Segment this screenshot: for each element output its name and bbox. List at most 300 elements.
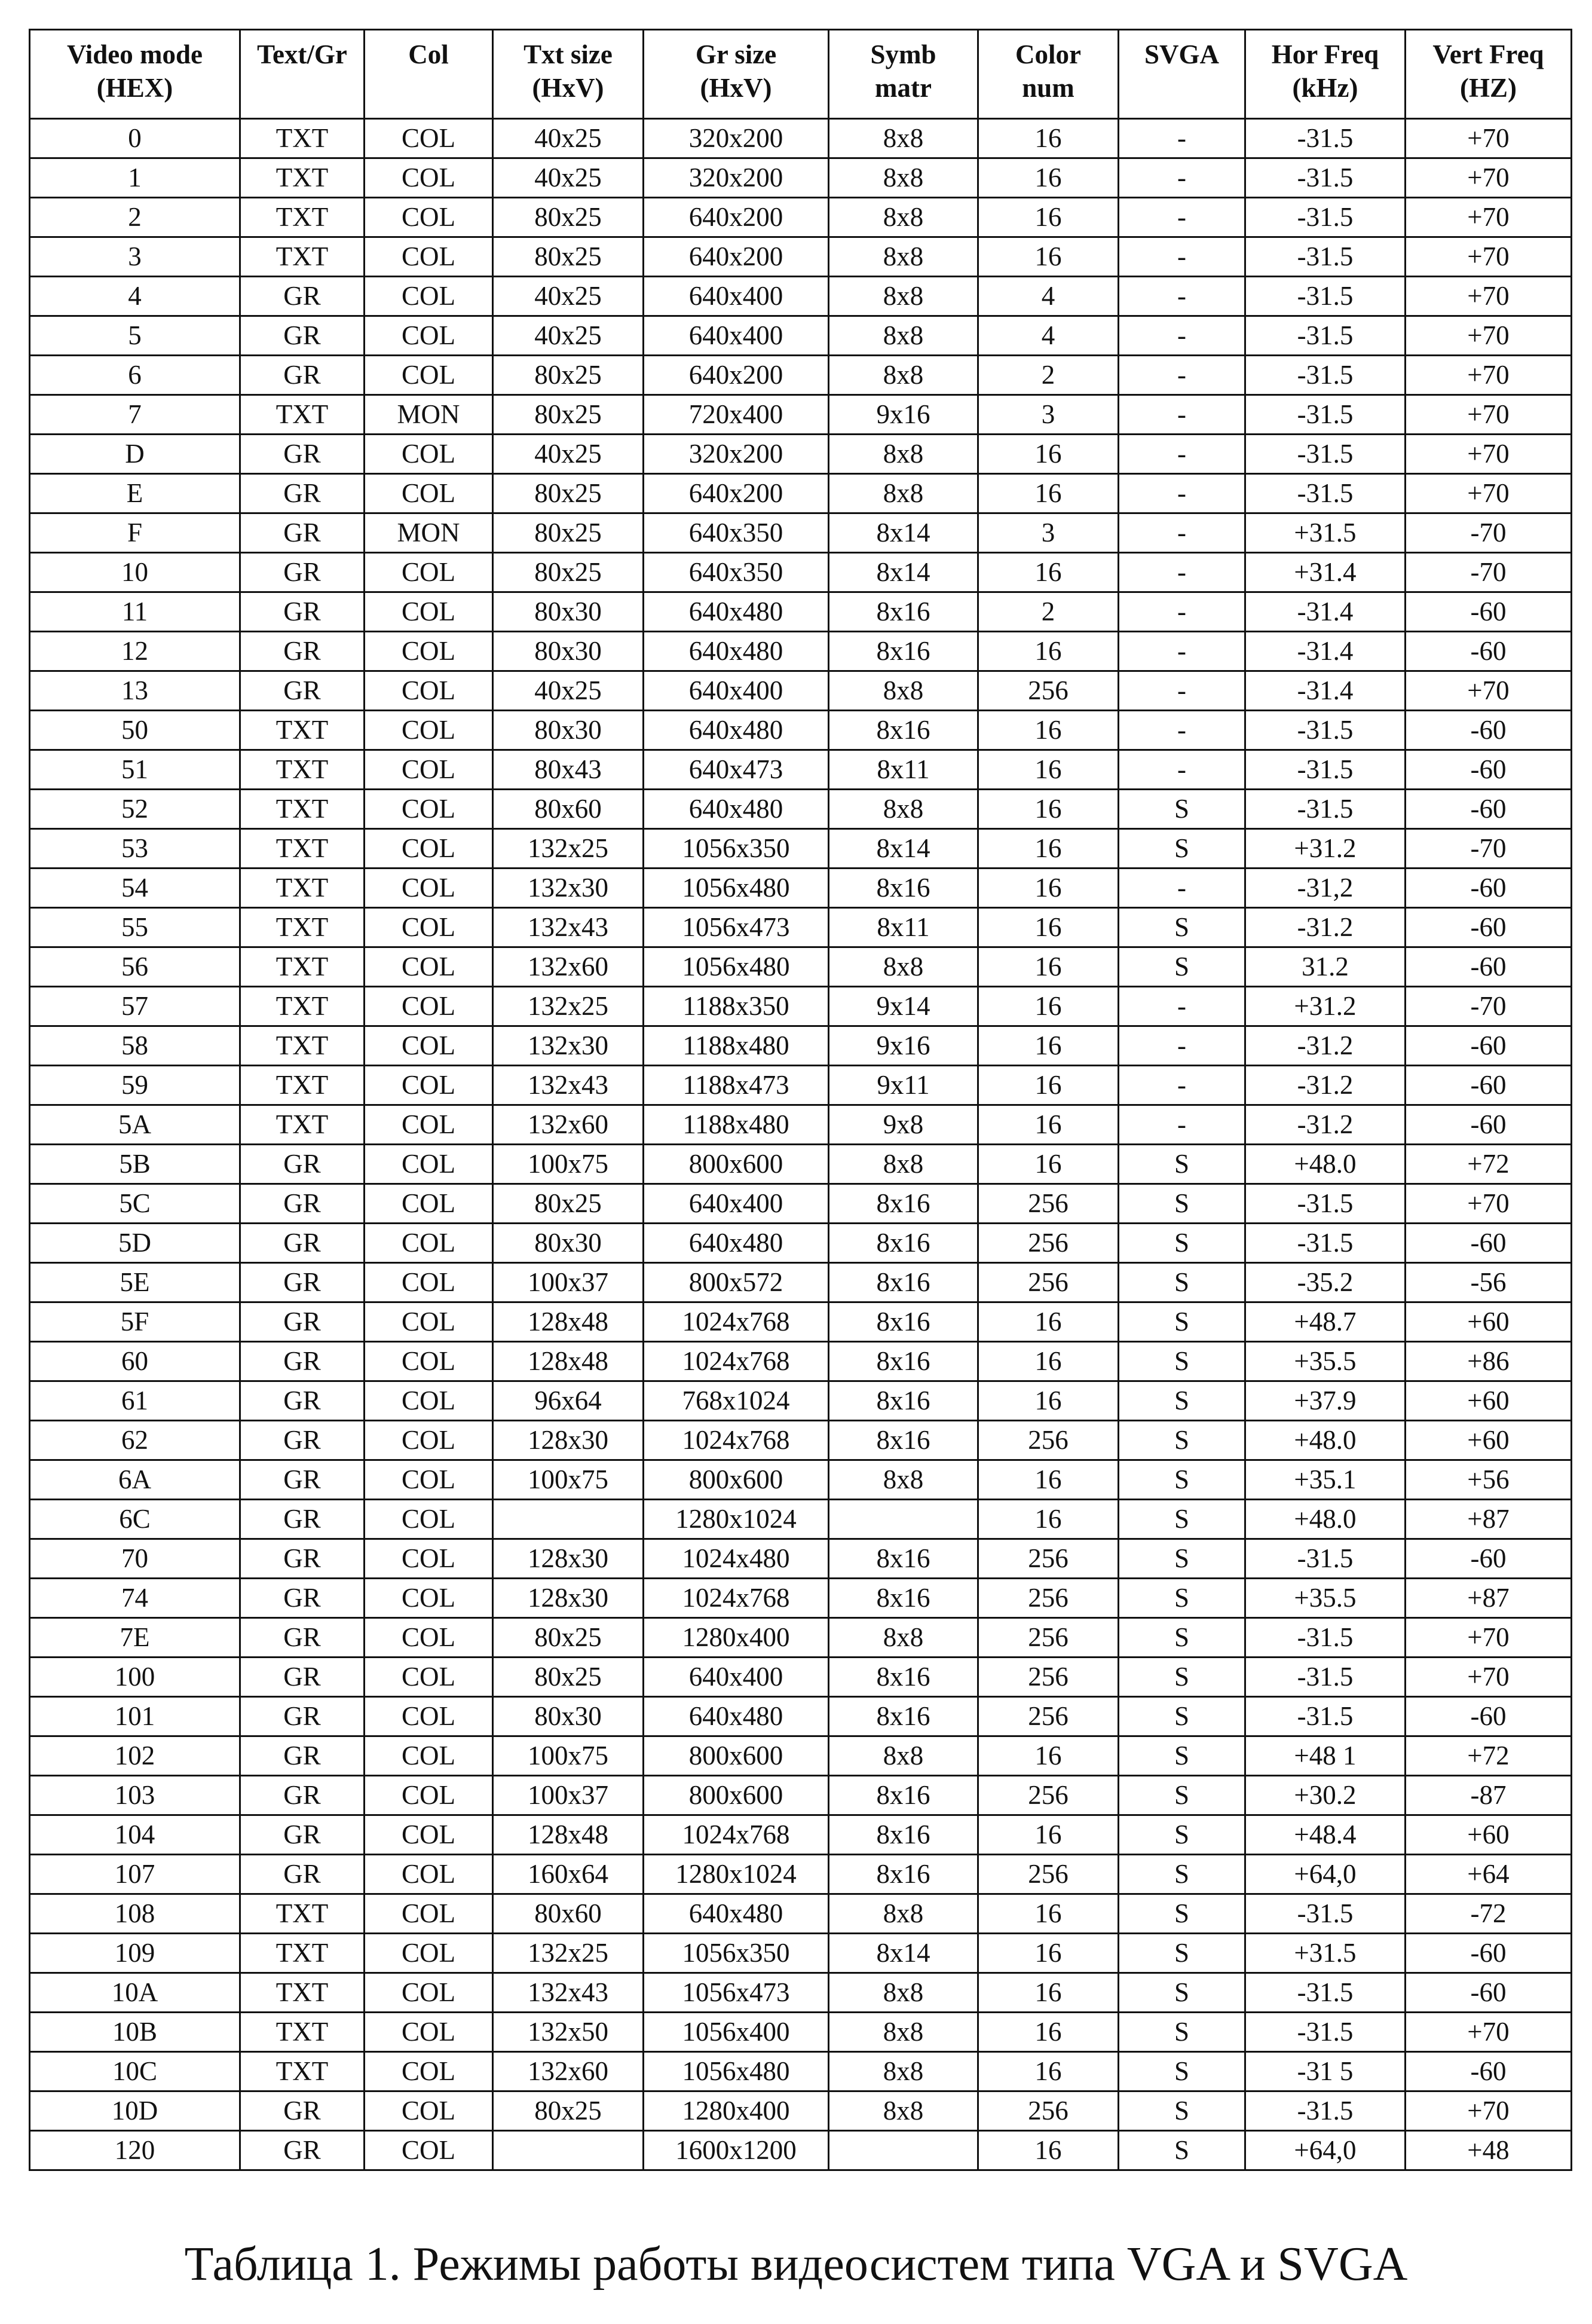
cell-txt-size: 80x25 (493, 513, 644, 553)
cell-gr-size: 640x200 (644, 237, 829, 277)
cell-txt-size: 80x60 (493, 790, 644, 829)
cell-color-num: 4 (978, 316, 1119, 356)
cell-text-gr: TXT (240, 1105, 365, 1145)
table-row (30, 198, 1572, 237)
cell-text-gr: GR (240, 1618, 365, 1658)
cell-gr-size: 800x600 (644, 1736, 829, 1776)
cell-hor-freq: -31,2 (1245, 869, 1406, 908)
cell-color-num: 3 (978, 513, 1119, 553)
cell-txt-size: 100x37 (493, 1263, 644, 1302)
cell-symb-matr: 8x16 (829, 1855, 978, 1894)
cell-vert-freq: -70 (1406, 987, 1572, 1026)
cell-gr-size: 800x600 (644, 1776, 829, 1815)
cell-video-mode: 5F (30, 1302, 240, 1342)
cell-col: COL (365, 2131, 493, 2170)
cell-symb-matr: 8x16 (829, 1263, 978, 1302)
cell-vert-freq: -60 (1406, 1026, 1572, 1066)
cell-svga: S (1119, 2131, 1245, 2170)
cell-gr-size: 1280x400 (644, 2091, 829, 2131)
cell-svga: - (1119, 987, 1245, 1026)
cell-vert-freq: -56 (1406, 1263, 1572, 1302)
cell-color-num: 16 (978, 711, 1119, 750)
cell-svga: S (1119, 1263, 1245, 1302)
table-row (30, 2013, 1572, 2052)
cell-symb-matr: 8x8 (829, 1736, 978, 1776)
cell-symb-matr: 8x16 (829, 711, 978, 750)
cell-video-mode: 56 (30, 947, 240, 987)
table-row (30, 513, 1572, 553)
cell-color-num: 16 (978, 790, 1119, 829)
cell-text-gr: TXT (240, 987, 365, 1026)
cell-gr-size: 1024x768 (644, 1579, 829, 1618)
cell-txt-size (493, 2131, 644, 2170)
cell-video-mode: 51 (30, 750, 240, 790)
cell-vert-freq: +60 (1406, 1421, 1572, 1460)
cell-vert-freq: -60 (1406, 1066, 1572, 1105)
cell-txt-size: 40x25 (493, 277, 644, 316)
column-header-line: Video mode (66, 39, 203, 69)
cell-color-num: 256 (978, 1579, 1119, 1618)
cell-symb-matr: 8x16 (829, 1342, 978, 1381)
table-row (30, 1224, 1572, 1263)
cell-gr-size: 640x200 (644, 198, 829, 237)
cell-vert-freq: +48 (1406, 2131, 1572, 2170)
cell-svga: S (1119, 1184, 1245, 1224)
cell-symb-matr: 8x8 (829, 2091, 978, 2131)
cell-svga: - (1119, 711, 1245, 750)
cell-txt-size: 128x30 (493, 1421, 644, 1460)
cell-symb-matr: 8x8 (829, 119, 978, 158)
cell-color-num: 16 (978, 553, 1119, 592)
cell-txt-size: 80x30 (493, 711, 644, 750)
video-modes-table (29, 29, 1572, 2171)
cell-video-mode: 53 (30, 829, 240, 869)
cell-col: COL (365, 356, 493, 395)
table-row (30, 869, 1572, 908)
cell-svga: - (1119, 277, 1245, 316)
cell-txt-size: 80x25 (493, 356, 644, 395)
cell-color-num: 16 (978, 632, 1119, 671)
cell-symb-matr: 8x14 (829, 553, 978, 592)
table-row (30, 119, 1572, 158)
table-row (30, 1500, 1572, 1539)
cell-vert-freq: +70 (1406, 2091, 1572, 2131)
cell-video-mode: 5D (30, 1224, 240, 1263)
cell-color-num: 16 (978, 198, 1119, 237)
cell-svga: S (1119, 1224, 1245, 1263)
cell-col: COL (365, 1618, 493, 1658)
cell-color-num: 256 (978, 1855, 1119, 1894)
cell-vert-freq: +70 (1406, 198, 1572, 237)
column-header-line: matr (875, 73, 932, 103)
cell-vert-freq: +70 (1406, 119, 1572, 158)
cell-hor-freq: +48.4 (1245, 1815, 1406, 1855)
cell-vert-freq: +86 (1406, 1342, 1572, 1381)
cell-txt-size: 132x43 (493, 1066, 644, 1105)
cell-hor-freq: +31.4 (1245, 553, 1406, 592)
column-header-text-gr (240, 30, 365, 119)
cell-text-gr: GR (240, 435, 365, 474)
cell-hor-freq: +37.9 (1245, 1381, 1406, 1421)
table-body (30, 119, 1572, 2170)
cell-video-mode: 61 (30, 1381, 240, 1421)
cell-svga: - (1119, 395, 1245, 435)
cell-symb-matr: 8x11 (829, 750, 978, 790)
cell-vert-freq: +70 (1406, 356, 1572, 395)
cell-col: COL (365, 1658, 493, 1697)
cell-col: COL (365, 1894, 493, 1934)
cell-symb-matr: 8x16 (829, 1579, 978, 1618)
table-row (30, 908, 1572, 947)
cell-hor-freq: -31.5 (1245, 237, 1406, 277)
cell-text-gr: GR (240, 1145, 365, 1184)
cell-hor-freq: -31.5 (1245, 1618, 1406, 1658)
cell-svga: S (1119, 1855, 1245, 1894)
cell-col: COL (365, 671, 493, 711)
cell-vert-freq: +70 (1406, 158, 1572, 198)
cell-gr-size: 640x480 (644, 1224, 829, 1263)
cell-symb-matr: 8x8 (829, 1973, 978, 2013)
cell-text-gr: GR (240, 1460, 365, 1500)
cell-col: COL (365, 1381, 493, 1421)
cell-color-num: 16 (978, 1342, 1119, 1381)
cell-txt-size: 80x25 (493, 474, 644, 513)
cell-symb-matr: 9x16 (829, 395, 978, 435)
column-header-line: (kHz) (1292, 73, 1358, 103)
table-row (30, 711, 1572, 750)
column-header-line: Symb (870, 39, 936, 69)
cell-txt-size: 132x43 (493, 1973, 644, 2013)
cell-text-gr: GR (240, 1579, 365, 1618)
cell-txt-size (493, 1500, 644, 1539)
cell-gr-size: 640x400 (644, 1658, 829, 1697)
cell-color-num: 16 (978, 2013, 1119, 2052)
cell-txt-size: 132x60 (493, 947, 644, 987)
table-row (30, 2131, 1572, 2170)
cell-color-num: 256 (978, 1776, 1119, 1815)
cell-hor-freq: -31.5 (1245, 474, 1406, 513)
cell-video-mode: 13 (30, 671, 240, 711)
table-row (30, 435, 1572, 474)
cell-gr-size: 640x400 (644, 671, 829, 711)
column-header-line: (HZ) (1460, 73, 1517, 103)
cell-txt-size: 40x25 (493, 158, 644, 198)
cell-svga: S (1119, 1618, 1245, 1658)
table-row (30, 1421, 1572, 1460)
cell-txt-size: 132x60 (493, 1105, 644, 1145)
column-header-col (365, 30, 493, 119)
cell-txt-size: 132x25 (493, 1934, 644, 1973)
cell-txt-size: 40x25 (493, 316, 644, 356)
cell-gr-size: 1188x473 (644, 1066, 829, 1105)
cell-video-mode: 58 (30, 1026, 240, 1066)
cell-svga: - (1119, 474, 1245, 513)
cell-gr-size: 1056x473 (644, 908, 829, 947)
cell-video-mode: 70 (30, 1539, 240, 1579)
cell-video-mode: 5A (30, 1105, 240, 1145)
cell-symb-matr (829, 2131, 978, 2170)
cell-hor-freq: -31.5 (1245, 119, 1406, 158)
cell-hor-freq: 31.2 (1245, 947, 1406, 987)
cell-txt-size: 80x30 (493, 1224, 644, 1263)
cell-video-mode: 2 (30, 198, 240, 237)
cell-svga: S (1119, 1815, 1245, 1855)
cell-text-gr: GR (240, 513, 365, 553)
cell-color-num: 16 (978, 1026, 1119, 1066)
cell-video-mode: 54 (30, 869, 240, 908)
cell-color-num: 2 (978, 356, 1119, 395)
cell-txt-size: 80x25 (493, 1618, 644, 1658)
cell-text-gr: TXT (240, 869, 365, 908)
table-row (30, 987, 1572, 1026)
cell-color-num: 16 (978, 1066, 1119, 1105)
cell-video-mode: 11 (30, 592, 240, 632)
cell-svga: S (1119, 790, 1245, 829)
cell-text-gr: TXT (240, 711, 365, 750)
table-caption: Таблица 1. Режимы работы видеосистем типа VGA и SVGA (184, 2238, 1408, 2291)
cell-svga: S (1119, 1302, 1245, 1342)
cell-color-num: 16 (978, 829, 1119, 869)
table-row (30, 1263, 1572, 1302)
cell-video-mode: 12 (30, 632, 240, 671)
cell-col: COL (365, 119, 493, 158)
cell-svga: - (1119, 553, 1245, 592)
cell-video-mode: 109 (30, 1934, 240, 1973)
table-row (30, 1381, 1572, 1421)
cell-video-mode: 6 (30, 356, 240, 395)
cell-gr-size: 640x473 (644, 750, 829, 790)
cell-symb-matr: 8x11 (829, 908, 978, 947)
cell-video-mode: 50 (30, 711, 240, 750)
cell-svga: - (1119, 671, 1245, 711)
cell-vert-freq: -70 (1406, 829, 1572, 869)
cell-color-num: 2 (978, 592, 1119, 632)
cell-vert-freq: +70 (1406, 2013, 1572, 2052)
table-row (30, 2091, 1572, 2131)
cell-vert-freq: +70 (1406, 1658, 1572, 1697)
cell-hor-freq: -31.2 (1245, 1026, 1406, 1066)
cell-hor-freq: -31.5 (1245, 435, 1406, 474)
cell-symb-matr: 8x8 (829, 1145, 978, 1184)
cell-hor-freq: -31.5 (1245, 1973, 1406, 2013)
cell-col: COL (365, 711, 493, 750)
cell-video-mode: 0 (30, 119, 240, 158)
cell-gr-size: 640x480 (644, 711, 829, 750)
cell-text-gr: GR (240, 356, 365, 395)
cell-vert-freq: +56 (1406, 1460, 1572, 1500)
cell-gr-size: 640x480 (644, 632, 829, 671)
cell-txt-size: 80x25 (493, 2091, 644, 2131)
cell-svga: - (1119, 198, 1245, 237)
cell-vert-freq: +60 (1406, 1302, 1572, 1342)
cell-txt-size: 80x25 (493, 395, 644, 435)
cell-txt-size: 80x30 (493, 592, 644, 632)
cell-col: COL (365, 790, 493, 829)
cell-vert-freq: -60 (1406, 711, 1572, 750)
cell-symb-matr: 8x8 (829, 158, 978, 198)
cell-hor-freq: -31.5 (1245, 1697, 1406, 1736)
cell-gr-size: 720x400 (644, 395, 829, 435)
cell-vert-freq: -60 (1406, 1539, 1572, 1579)
cell-video-mode: 10A (30, 1973, 240, 2013)
cell-color-num: 256 (978, 1697, 1119, 1736)
cell-video-mode: 100 (30, 1658, 240, 1697)
cell-text-gr: GR (240, 592, 365, 632)
cell-symb-matr: 8x8 (829, 1460, 978, 1500)
cell-svga: S (1119, 1736, 1245, 1776)
table-row (30, 1184, 1572, 1224)
cell-symb-matr: 8x16 (829, 1184, 978, 1224)
cell-col: COL (365, 2013, 493, 2052)
cell-vert-freq: -60 (1406, 750, 1572, 790)
cell-svga: - (1119, 158, 1245, 198)
cell-hor-freq: +31.5 (1245, 1934, 1406, 1973)
cell-gr-size: 1056x473 (644, 1973, 829, 2013)
cell-svga: S (1119, 1539, 1245, 1579)
cell-vert-freq: +70 (1406, 237, 1572, 277)
cell-col: COL (365, 1421, 493, 1460)
cell-gr-size: 800x600 (644, 1460, 829, 1500)
cell-text-gr: GR (240, 553, 365, 592)
cell-video-mode: 52 (30, 790, 240, 829)
cell-color-num: 16 (978, 1105, 1119, 1145)
cell-text-gr: TXT (240, 1066, 365, 1105)
cell-symb-matr: 8x16 (829, 1539, 978, 1579)
cell-txt-size: 40x25 (493, 119, 644, 158)
cell-text-gr: GR (240, 1776, 365, 1815)
cell-vert-freq: -60 (1406, 1105, 1572, 1145)
cell-video-mode: 108 (30, 1894, 240, 1934)
table-row (30, 592, 1572, 632)
cell-text-gr: GR (240, 1342, 365, 1381)
cell-txt-size: 132x60 (493, 2052, 644, 2091)
cell-svga: S (1119, 1894, 1245, 1934)
cell-text-gr: GR (240, 1658, 365, 1697)
cell-video-mode: 62 (30, 1421, 240, 1460)
cell-hor-freq: -31.5 (1245, 1658, 1406, 1697)
cell-hor-freq: -31.5 (1245, 277, 1406, 316)
cell-video-mode: 60 (30, 1342, 240, 1381)
cell-txt-size: 128x48 (493, 1815, 644, 1855)
cell-text-gr: TXT (240, 1973, 365, 2013)
cell-hor-freq: +31.2 (1245, 829, 1406, 869)
column-header-line: (HxV) (700, 73, 772, 103)
cell-symb-matr: 8x8 (829, 474, 978, 513)
cell-text-gr: GR (240, 1815, 365, 1855)
cell-hor-freq: -31.5 (1245, 1539, 1406, 1579)
cell-gr-size: 800x572 (644, 1263, 829, 1302)
cell-svga: S (1119, 1658, 1245, 1697)
table-row (30, 1026, 1572, 1066)
column-header-symb-matr (829, 30, 978, 119)
column-header-svga (1119, 30, 1245, 119)
cell-txt-size: 96x64 (493, 1381, 644, 1421)
column-header-line: Text/Gr (257, 39, 347, 69)
cell-col: COL (365, 1697, 493, 1736)
cell-color-num: 16 (978, 1460, 1119, 1500)
cell-color-num: 256 (978, 671, 1119, 711)
column-header-line: (HEX) (96, 73, 173, 103)
cell-vert-freq: +70 (1406, 671, 1572, 711)
cell-vert-freq: -60 (1406, 790, 1572, 829)
cell-hor-freq: -31.5 (1245, 316, 1406, 356)
cell-col: COL (365, 987, 493, 1026)
cell-txt-size: 80x25 (493, 237, 644, 277)
cell-text-gr: GR (240, 1697, 365, 1736)
cell-vert-freq: +72 (1406, 1736, 1572, 1776)
cell-gr-size: 640x400 (644, 1184, 829, 1224)
cell-video-mode: 6A (30, 1460, 240, 1500)
cell-svga: - (1119, 435, 1245, 474)
cell-text-gr: TXT (240, 395, 365, 435)
cell-vert-freq: -60 (1406, 947, 1572, 987)
cell-gr-size: 640x200 (644, 356, 829, 395)
cell-hor-freq: -31.5 (1245, 395, 1406, 435)
table-row (30, 1342, 1572, 1381)
cell-video-mode: 57 (30, 987, 240, 1026)
cell-txt-size: 80x25 (493, 1658, 644, 1697)
table-row (30, 671, 1572, 711)
cell-svga: S (1119, 1934, 1245, 1973)
cell-symb-matr: 8x14 (829, 829, 978, 869)
cell-text-gr: TXT (240, 908, 365, 947)
cell-symb-matr: 8x16 (829, 1776, 978, 1815)
cell-symb-matr: 8x8 (829, 2052, 978, 2091)
cell-color-num: 16 (978, 1973, 1119, 2013)
cell-gr-size: 640x400 (644, 277, 829, 316)
cell-hor-freq: +35.5 (1245, 1342, 1406, 1381)
cell-gr-size: 1280x1024 (644, 1500, 829, 1539)
cell-color-num: 256 (978, 2091, 1119, 2131)
cell-hor-freq: -31.2 (1245, 1105, 1406, 1145)
cell-gr-size: 1024x480 (644, 1539, 829, 1579)
cell-color-num: 16 (978, 750, 1119, 790)
cell-svga: - (1119, 119, 1245, 158)
column-header-line: Color (1015, 39, 1081, 69)
cell-svga: S (1119, 1421, 1245, 1460)
table-row (30, 356, 1572, 395)
column-header-video-mode (30, 30, 240, 119)
cell-symb-matr: 8x16 (829, 1815, 978, 1855)
cell-text-gr: GR (240, 2131, 365, 2170)
table-row (30, 1658, 1572, 1697)
cell-gr-size: 640x480 (644, 592, 829, 632)
cell-hor-freq: -31.5 (1245, 2013, 1406, 2052)
cell-text-gr: TXT (240, 2013, 365, 2052)
cell-svga: S (1119, 1697, 1245, 1736)
cell-vert-freq: +60 (1406, 1815, 1572, 1855)
cell-hor-freq: +31.2 (1245, 987, 1406, 1026)
cell-gr-size: 640x350 (644, 513, 829, 553)
cell-txt-size: 128x48 (493, 1302, 644, 1342)
cell-text-gr: GR (240, 671, 365, 711)
cell-symb-matr: 9x14 (829, 987, 978, 1026)
cell-col: COL (365, 316, 493, 356)
table-row (30, 316, 1572, 356)
cell-hor-freq: +48.0 (1245, 1421, 1406, 1460)
cell-video-mode: 5B (30, 1145, 240, 1184)
cell-txt-size: 100x75 (493, 1145, 644, 1184)
cell-symb-matr: 8x16 (829, 869, 978, 908)
cell-color-num: 256 (978, 1263, 1119, 1302)
cell-svga: S (1119, 947, 1245, 987)
cell-text-gr: GR (240, 1224, 365, 1263)
cell-video-mode: 10 (30, 553, 240, 592)
cell-color-num: 16 (978, 158, 1119, 198)
cell-symb-matr: 8x16 (829, 1224, 978, 1263)
cell-symb-matr: 8x8 (829, 2013, 978, 2052)
cell-hor-freq: +35.5 (1245, 1579, 1406, 1618)
